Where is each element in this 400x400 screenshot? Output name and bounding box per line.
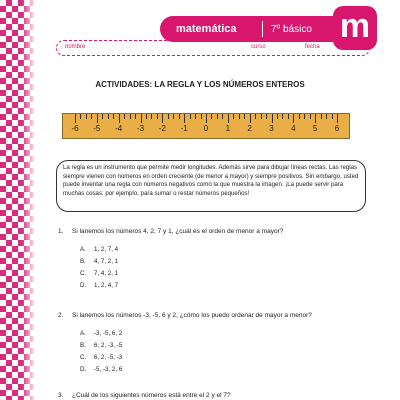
ruler-minor-tick	[304, 114, 305, 119]
option-text: 1, 2, 7, 4	[94, 246, 119, 253]
ruler-minor-tick	[288, 114, 289, 119]
page-title: ACTIVIDADES: LA REGLA Y LOS NÚMEROS ENTEROS	[95, 80, 305, 89]
ruler-minor-tick	[222, 114, 223, 119]
info-box	[56, 160, 366, 212]
option-text: -5, -3, 2, 6	[94, 366, 123, 373]
ruler-tick	[141, 114, 142, 123]
ruler-tick	[206, 114, 207, 123]
ruler-minor-tick	[255, 114, 256, 119]
option-2d[interactable]	[80, 366, 122, 373]
ruler-minor-tick	[113, 114, 114, 119]
ruler-minor-tick	[266, 114, 267, 119]
question-text: ¿Cuál de los siguientes números está entre el 2 y el 7?	[72, 392, 231, 399]
option-1d[interactable]	[80, 282, 118, 289]
question-number: 3.	[58, 392, 64, 399]
question-number: 2.	[58, 312, 64, 319]
ruler-minor-tick	[239, 114, 240, 119]
ruler-minor-tick	[190, 114, 191, 119]
ruler-tick	[97, 114, 98, 123]
option-text: 7, 4, 2, 1	[94, 270, 119, 277]
ruler-minor-tick	[124, 114, 125, 119]
option-letter: C.	[80, 354, 87, 361]
ruler-minor-tick	[146, 114, 147, 119]
option-1c[interactable]	[80, 270, 118, 277]
ruler-minor-tick	[277, 114, 278, 119]
option-2b[interactable]	[80, 342, 122, 349]
ruler-number: -5	[93, 124, 101, 133]
number-ruler	[62, 113, 350, 139]
ruler-number: 0	[203, 124, 209, 133]
ruler-tick	[75, 114, 76, 123]
option-letter: B.	[80, 342, 86, 349]
question-number: 1.	[58, 228, 64, 235]
student-info-fields	[56, 40, 370, 56]
subject-label: matemática	[176, 23, 237, 35]
question-3	[58, 392, 231, 399]
logo-letter: m	[339, 7, 371, 45]
ruler-minor-tick	[326, 114, 327, 119]
ruler-minor-tick	[135, 114, 136, 119]
ruler-minor-tick	[282, 114, 283, 119]
ruler-minor-tick	[168, 114, 169, 119]
ruler-number: 6	[334, 124, 340, 133]
ruler-number: -1	[180, 124, 188, 133]
ruler-number: 5	[312, 124, 318, 133]
option-text: 6, 2, -3, -5	[94, 342, 123, 349]
ruler-minor-tick	[261, 114, 262, 119]
info-text: La regla es un instrumento que permite medir longitudes. Además sirve para dibujar líneas rectas. Las reglas siempre vienen con números en orden creciente (de menor a mayor) y siempre positivos. Sin embargo, usted puede inventar una regla con números negativos como la que muestra la imagen. ¡La puede servir para muchas cosas: por ejemplo, para sumar o restar números pequeños!	[63, 164, 359, 197]
ruler-tick	[250, 114, 251, 123]
ruler-number: 4	[291, 124, 296, 133]
ruler-tick	[272, 114, 273, 123]
ruler-number: -2	[158, 124, 166, 133]
ruler-tick	[119, 114, 120, 123]
ruler-minor-tick	[86, 114, 87, 119]
ruler-tick	[337, 114, 338, 123]
option-letter: A.	[80, 330, 86, 337]
question-text: Si lanemos los números -3, -5, 6 y 2, ¿cómo los puedo ordenar de mayor a menor?	[72, 312, 312, 319]
option-2a[interactable]	[80, 330, 122, 337]
grade-label: 7º básico	[271, 23, 312, 35]
date-field-label: fecha	[305, 44, 320, 50]
ruler-tick	[184, 114, 185, 123]
option-text: 1, 2, 4, 7	[94, 282, 119, 289]
ruler-number: -3	[136, 124, 145, 133]
question-2	[58, 312, 312, 319]
ruler-minor-tick	[321, 114, 322, 119]
ruler-minor-tick	[130, 114, 131, 119]
ruler-minor-tick	[91, 114, 92, 119]
option-letter: B.	[80, 258, 86, 265]
option-letter: C.	[80, 270, 87, 277]
ruler-tick	[228, 114, 229, 123]
decorative-fade	[22, 0, 36, 400]
ruler-number: -6	[71, 124, 79, 133]
header-separator	[262, 21, 263, 37]
ruler-number: -4	[115, 124, 123, 133]
ruler-number: 1	[225, 124, 231, 133]
ruler-minor-tick	[157, 114, 158, 119]
question-text: Si lanemos los números 4, 2, 7 y 1, ¿cuál es el orden de menor a mayor?	[72, 228, 284, 235]
ruler-number: 2	[247, 124, 252, 133]
option-letter: A.	[80, 246, 86, 253]
ruler-tick	[162, 114, 163, 123]
name-field-label: nombre	[65, 44, 86, 50]
option-text: 6, 2, -5, -3	[94, 354, 123, 361]
ruler-minor-tick	[179, 114, 180, 119]
ruler-tick	[293, 114, 294, 123]
ruler-minor-tick	[244, 114, 245, 119]
option-2c[interactable]	[80, 354, 122, 361]
ruler-number: 3	[269, 124, 274, 133]
ruler-minor-tick	[233, 114, 234, 119]
ruler-tick	[315, 114, 316, 123]
ruler-minor-tick	[151, 114, 152, 119]
ruler-minor-tick	[108, 114, 109, 119]
ruler-minor-tick	[211, 114, 212, 119]
ruler-minor-tick	[299, 114, 300, 119]
ruler-minor-tick	[173, 114, 174, 119]
subject-header	[160, 16, 356, 42]
option-text: -3, -5, 6, 2	[94, 330, 123, 337]
option-letter: D.	[80, 282, 87, 289]
ruler-minor-tick	[201, 114, 202, 119]
question-1	[58, 228, 283, 235]
option-1b[interactable]	[80, 258, 118, 265]
course-field-label: curso	[251, 44, 266, 50]
ruler-minor-tick	[102, 114, 103, 119]
ruler-minor-tick	[80, 114, 81, 119]
ruler-minor-tick	[217, 114, 218, 119]
ruler-minor-tick	[310, 114, 311, 119]
option-1a[interactable]	[80, 246, 118, 253]
option-letter: D.	[80, 366, 87, 373]
ruler-minor-tick	[195, 114, 196, 119]
option-text: 4, 7, 2, 1	[94, 258, 119, 265]
ruler-minor-tick	[332, 114, 333, 119]
